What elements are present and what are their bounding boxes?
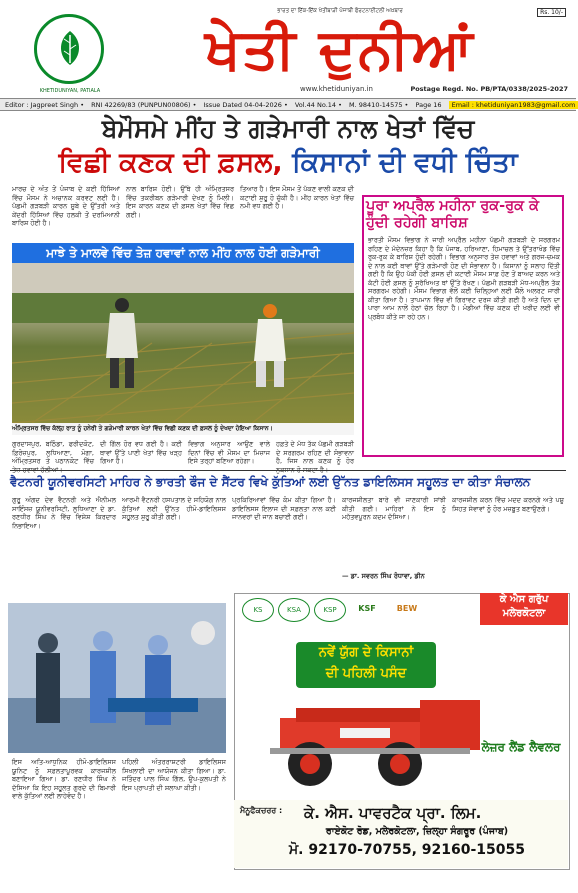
lead-col-1: ਮਾਰਚ ਦੇ ਅੰਤ ਤੋਂ ਪੰਜਾਬ ਦੇ ਕਈ ਹਿੱਸਿਆਂ ਵਿੱਚ ਮੌਸਮ ਨੇ ਅਚਾਨਕ ਕਰਵਟ ਲਈ ਹੈ। ਪੱਛਮੀ ਗੜਬੜੀ ਕਾਰਨ ਸੂਬੇ ਦੇ ਉੱਤਰੀ ਅਤੇ ਕੇਂਦਰੀ ਹਿੱਸਿਆਂ ਵਿੱਚ ਹਲਕੀ ਤੋਂ ਦਰਮਿਆਨੀ ਬਾਰਿਸ਼ ਹੋਈ ਹੈ। (12, 185, 120, 227)
surgery-image (8, 603, 226, 753)
lead-col-3: ਤਿਆਰ ਹੈ। ਇਸ ਮੌਸਮ ਤੋਂ ਪੱਕਣ ਵਾਲੀ ਕਣਕ ਦੀ ਕਟਾਈ ਸ਼ੁਰੂ ਹੋ ਚੁੱਕੀ ਹੈ। ਮੀਂਹ ਕਾਰਨ ਖੇਤਾਂ ਵਿੱਚ ਨਮੀ ਵਧ ਗਈ ਹੈ। (240, 185, 354, 210)
lead-col-2: ਨਾਲ ਬਾਰਿਸ਼ ਹੋਈ। ਉੱਥੇ ਹੀ ਅੰਮ੍ਰਿਤਸਰ ਵਿੱਚ ਤਕਰੀਬਨ ਗੜੇਮਾਰੀ ਦੇਖਣ ਨੂੰ ਮਿਲੀ। ਇਸ ਕਾਰਨ ਕਣਕ ਦੀ ਫ਼ਸਲ ਖੇਤਾਂ ਵਿੱਚ ਵਿਛ ਗਈ। (126, 185, 234, 219)
land-leveler-image (270, 690, 490, 798)
leaf-icon (55, 29, 85, 67)
lead-photo (12, 253, 354, 423)
rni: RNI 42269/83 (PUNPUN00806) (91, 101, 191, 109)
tagline: ਭਾਰਤ ਦਾ ਇੱਕ-ਇੱਕ ਖੇਤੀਬਾੜੀ ਪੰਜਾਬੀ ਫੋਰਟਨਾਈਟਲੀ ਅਖ਼ਬਾਰ (277, 8, 403, 14)
ad-logo-1: KS (242, 598, 274, 622)
newspaper-title: ਖੇਤੀ ਦੁਨੀਆਂ (205, 16, 475, 82)
mobile: M. 98410-14575 (349, 101, 403, 109)
story2-low-col-1: ਇਸ ਅਤਿ-ਆਧੁਨਿਕ ਹੀਮੋ-ਡਾਇਲਿਸਸ ਯੂਨਿਟ ਨੂੰ ਸਫ਼ਲਤਾਪੂਰਵਕ ਕਾਰਜਸ਼ੀਲ ਬਣਾਇਆ ਗਿਆ। ਡਾ. ਰਣਧੀਰ ਸਿੰਘ ਨੇ ਦੱਸਿਆ ਕਿ ਇਹ ਸਹੂਲਤ ਗੁਰਦੇ ਦੀ ਬਿਮਾਰੀ ਵਾਲੇ ਕੁੱਤਿਆਂ ਲਈ ਲਾਹੇਵੰਦ ਹੈ। (12, 758, 116, 800)
lead-bottom-col-3: ਵਿਭਾਗ ਅਨੁਸਾਰ ਆਉਣ ਵਾਲੇ ਦਿਨਾਂ ਵਿੱਚ ਵੀ ਮੌਸਮ ਦਾ ਮਿਜ਼ਾਜ ਇਸੇ ਤਰ੍ਹਾਂ ਬਣਿਆ ਰਹੇਗਾ। (188, 440, 270, 465)
ad-maker: ਕੇ. ਐਸ. ਪਾਵਰਟੈਕ ਪ੍ਰਾ. ਲਿਮ. (304, 804, 482, 822)
sidebar-body: ਭਾਰਤੀ ਮੌਸਮ ਵਿਭਾਗ ਨੇ ਜਾਰੀ ਅਪ੍ਰੈਲ ਮਹੀਨਾ ਪੱਛਮੀ ਗੜਬੜੀ ਦੇ ਸਰਗਰਮ ਰਹਿਣ ਦੇ ਮੱਦੇਨਜ਼ਰ ਕਿਹਾ ਹੈ ਕਿ ਪੰਜਾਬ, ਹਰਿਆਣਾ, ਹਿਮਾਚਲ ਤੇ ਉੱਤਰਾਖੰਡ ਵਿੱਚ ਰੁਕ-ਰੁਕ ਕੇ ਬਾਰਿਸ਼ ਹੁੰਦੀ ਰਹੇਗੀ। ਵਿਭਾਗ ਅਨੁਸਾਰ ਤੇਜ਼ ਹਵਾਵਾਂ ਅਤੇ ਗਰਜ-ਚਮਕ ਦੇ ਨਾਲ ਕਈ ਥਾਵਾਂ ਉੱਤੇ ਗੜੇਮਾਰੀ ਹੋਣ ਦੀ ਸੰਭਾਵਨਾ ਹੈ। ਕਿਸਾਨਾਂ ਨੂੰ ਸਲਾਹ ਦਿੱਤੀ ਗਈ ਹੈ ਕਿ ਉਹ ਪੱਕੀ ਹੋਈ ਫ਼ਸਲ ਦੀ ਕਟਾਈ ਮੌਸਮ ਸਾਫ਼ ਹੋਣ ਤੋਂ ਬਾਅਦ ਕਰਨ ਅਤੇ ਕੱਟੀ ਹੋਈ ਫ਼ਸਲ ਨੂੰ ਸੁਰੱਖਿਅਤ ਥਾਂ ਉੱਤੇ ਰੱਖਣ। ਪੱਛਮੀ ਗੜਬੜੀ ਮੱਧ-ਅਪ੍ਰੈਲ ਤੱਕ ਸਰਗਰਮ ਰਹੇਗੀ। ਮੌਸਮ ਵਿਭਾਗ ਵੱਲੋਂ ਕਈ ਜ਼ਿਲ੍ਹਿਆਂ ਲਈ ਯੈਲੋ ਅਲਰਟ ਜਾਰੀ ਕੀਤਾ ਗਿਆ ਹੈ। ਤਾਪਮਾਨ ਵਿੱਚ ਵੀ ਗਿਰਾਵਟ ਦਰਜ ਕੀਤੀ ਗਈ ਹੈ ਅਤੇ ਦਿਨ ਦਾ ਪਾਰਾ ਆਮ ਨਾਲੋਂ ਹੇਠਾਂ ਚੱਲ ਰਿਹਾ ਹੈ। ਮੰਡੀਆਂ ਵਿੱਚ ਕਣਕ ਦੀ ਖਰੀਦ ਲਈ ਵੀ ਪ੍ਰਬੰਧ ਕੀਤੇ ਜਾ ਰਹੇ ਹਨ। (368, 236, 560, 321)
farmer-field-image (12, 253, 354, 423)
ad-maker-label: ਮੈਨੂਫੈਕਚਰਰ : (240, 806, 283, 815)
postage-reg: Postage Regd. No. PB/PTA/0338/2025-2027 (410, 85, 568, 93)
ad-logo-2: KSA (278, 598, 310, 622)
story2-headline: ਵੈਟਨਰੀ ਯੂਨੀਵਰਸਿਟੀ ਮਾਹਿਰ ਨੇ ਭਾਰਤੀ ਫੌਜ ਦੇ ਸੈਂਟਰ ਵਿਖੇ ਕੁੱਤਿਆਂ ਲਈ ਉੱਨਤ ਡਾਇਲਿਸਸ ਸਹੂਲਤ ਦਾ ਕੀਤਾ ਸੰਚਾਲਨ (10, 475, 531, 489)
ad-logo-3: KSP (314, 598, 346, 622)
story2-col-5: ਕਾਰਜਸ਼ੀਲ ਕਰਨ ਵਿੱਚ ਮਦਦ ਕਰਨਗੇ ਅਤੇ ਪਸ਼ੂ ਸਿਹਤ ਸੇਵਾਵਾਂ ਨੂੰ ਹੋਰ ਮਜ਼ਬੂਤ ਬਣਾਉਣਗੇ। (452, 496, 564, 513)
logo (34, 14, 104, 84)
website[interactable]: www.khetiduniyan.in (300, 85, 373, 93)
story2-col-3: ਪ੍ਰਕਿਰਿਆਵਾਂ ਵਿੱਚ ਕੰਮ ਕੀਤਾ ਗਿਆ ਹੈ। ਡਾਇਲਿਸਸ ਇਲਾਜ ਦੀ ਸਫ਼ਲਤਾ ਨਾਲ ਕਈ ਜਾਨਵਰਾਂ ਦੀ ਜਾਨ ਬਚਾਈ ਗਈ। (232, 496, 336, 521)
ad-tagline-2: ਦੀ ਪਹਿਲੀ ਪਸੰਦ (325, 666, 407, 681)
volume: Vol.44 No.14 (294, 101, 337, 109)
ad-product: ਲੇਜ਼ਰ ਲੈਂਡ ਲੈਵਲਰ (481, 740, 561, 754)
section-divider (10, 470, 566, 471)
sidebar-title: ਪੂਰਾ ਅਪ੍ਰੈਲ ਮਹੀਨਾ ਰੁਕ-ਰੁਕ ਕੇ ਹੁੰਦੀ ਰਹੇਗੀ ਬਾਰਿਸ਼ (366, 198, 539, 231)
page-number: Page 16 (415, 101, 442, 109)
story2-byline: — ਡਾ. ਸਵਰਨ ਸਿੰਘ ਰੰਧਾਵਾ, ਡੀਨ (342, 572, 425, 580)
lead-photo-credit: ਅੰਮ੍ਰਿਤਸਰ ਵਿੱਚ ਕੱਲ੍ਹ ਰਾਤ ਨੂੰ ਹਨੇਰੀ ਤੇ ਗੜੇਮਾਰੀ ਕਾਰਨ ਖੇਤਾਂ ਵਿੱਚ ਵਿਛੀ ਕਣਕ ਦੀ ਫ਼ਸਲ ਨੂੰ ਦੇਖਦਾ ਹੋਇਆ ਕਿਸਾਨ। (12, 423, 354, 435)
ad-phone[interactable]: ਮੋ. 92170-70755, 92160-15055 (288, 842, 526, 858)
ad-logos (242, 598, 432, 622)
info-bar: Editor : Jagpreet Singh • RNI 42269/83 (PUNPUN00806) • Issue Dated 04-04-2026 • Vol.44 No.14 • M. 98410-14575 • Page 16 Email : khetiduniyan1983@gmail.com (0, 98, 576, 111)
price: Rs. 10/- (537, 8, 566, 17)
story2-low-col-2: ਪਹਿਲੀ ਅੰਤਰਰਾਸ਼ਟਰੀ ਡਾਇਲਿਸਸ ਸਿਖਲਾਈ ਦਾ ਆਯੋਜਨ ਕੀਤਾ ਗਿਆ। ਡਾ. ਜਤਿੰਦਰ ਪਾਲ ਸਿੰਘ ਗਿੱਲ, ਉਪ-ਕੁਲਪਤੀ ਨੇ ਇਸ ਪ੍ਰਾਪਤੀ ਦੀ ਸ਼ਲਾਘਾ ਕੀਤੀ। (122, 758, 226, 792)
lead-headline-2a: ਵਿਛੀ ਕਣਕ ਦੀ ਫ਼ਸਲ, (58, 147, 283, 178)
ad-logo-4: KSF (358, 604, 376, 613)
ad-address: ਰਾਏਕੋਟ ਰੋਡ, ਮਲੇਰਕੋਟਲਾ, ਜ਼ਿਲ੍ਹਾ ਸੰਗਰੂਰ (ਪੰਜਾਬ) (325, 826, 509, 837)
lead-bottom-col-1: ਗੁਰਦਾਸਪੁਰ, ਬਠਿੰਡਾ, ਫਰੀਦਕੋਟ, ਫ਼ਿਰੋਜ਼ਪੁਰ, ਲੁਧਿਆਣਾ, ਮੋਗਾ, ਅੰਮ੍ਰਿਤਸਰ ਤੇ ਪਠਾਨਕੋਟ ਵਿੱਚ (12, 440, 94, 465)
story2-col-1: ਗੁਰੂ ਅੰਗਦ ਦੇਵ ਵੈਟਨਰੀ ਅਤੇ ਐਨੀਮਲ ਸਾਇੰਸਜ਼ ਯੂਨੀਵਰਸਿਟੀ, ਲੁਧਿਆਣਾ ਦੇ ਡਾ. ਰਣਧੀਰ ਸਿੰਘ ਨੇ ਵਿੱਚ ਵਿਸ਼ੇਸ਼ ਕਿਰਦਾਰ ਨਿਭਾਇਆ। (12, 496, 116, 530)
ad-tagline (296, 642, 436, 688)
lead-headline-1: ਬੇਮੌਸਮੇ ਮੀਂਹ ਤੇ ਗੜੇਮਾਰੀ ਨਾਲ ਖੇਤਾਂ ਵਿੱਚ (101, 114, 475, 143)
email[interactable]: Email : khetiduniyan1983@gmail.com (449, 101, 578, 109)
lead-photo-caption: ਮਾਝੇ ਤੇ ਮਾਲਵੇ ਵਿੱਚ ਤੇਜ਼ ਹਵਾਵਾਂ ਨਾਲ ਮੀਂਹ ਨਾਲ ਹੋਈ ਗੜੇਮਾਰੀ (12, 243, 354, 263)
ad-brand-tag: ਕੇ ਐਸ ਗਰੁੱਪ ਮਲੇਰਕੋਟਲਾ (480, 593, 568, 625)
surgery-photo (8, 603, 226, 753)
story2-col-2: ਆਰਮੀ ਵੈਟਨਰੀ ਹਸਪਤਾਲ ਦੇ ਸਹਿਯੋਗ ਨਾਲ ਕੁੱਤਿਆਂ ਲਈ ਉੱਨਤ ਹੀਮੋ-ਡਾਇਲਿਸਸ ਸਹੂਲਤ ਸ਼ੁਰੂ ਕੀਤੀ ਗਈ। (122, 496, 226, 521)
ad-tagline-1: ਨਵੇਂ ਯੁੱਗ ਦੇ ਕਿਸਾਨਾਂ (318, 645, 414, 660)
logo-text: KHETIDUNIYAN, PATIALA (39, 88, 101, 94)
lead-bottom-col-2: ਦੀ ਗਿੱਲ ਹੋਰ ਵਧ ਗਈ ਹੈ। ਕਈ ਥਾਵਾਂ ਉੱਤੇ ਪਾਣੀ ਖੇਤਾਂ ਵਿੱਚ ਖੜ੍ਹ ਗਿਆ ਹੈ। (100, 440, 182, 465)
story2-col-4: ਕਾਰਜਸ਼ੀਲਤਾ ਬਾਰੇ ਵੀ ਜਾਣਕਾਰੀ ਸਾਂਝੀ ਕੀਤੀ ਗਈ। ਮਾਹਿਰਾਂ ਨੇ ਇਸ ਨੂੰ ਮਹੱਤਵਪੂਰਨ ਕਦਮ ਦੱਸਿਆ। (342, 496, 446, 521)
lead-headline-2 (0, 147, 576, 179)
ad-logo-5: BEW (396, 604, 418, 613)
lead-bottom-col-4: ਹਫ਼ਤੇ ਦੇ ਮੱਧ ਤੱਕ ਪੱਛਮੀ ਗੜਬੜੀ ਦੇ ਸਰਗਰਮ ਰਹਿਣ ਦੀ ਸੰਭਾਵਨਾ ਹੈ, ਜਿਸ ਨਾਲ ਕਣਕ ਨੂੰ ਹੋਰ (276, 440, 354, 465)
lead-headline-2b: ਕਿਸਾਨਾਂ ਦੀ ਵਧੀ ਚਿੰਤਾ (292, 147, 518, 178)
editor: Editor : Jagpreet Singh (5, 101, 79, 109)
issue-date: Issue Dated 04-04-2026 (203, 101, 282, 109)
